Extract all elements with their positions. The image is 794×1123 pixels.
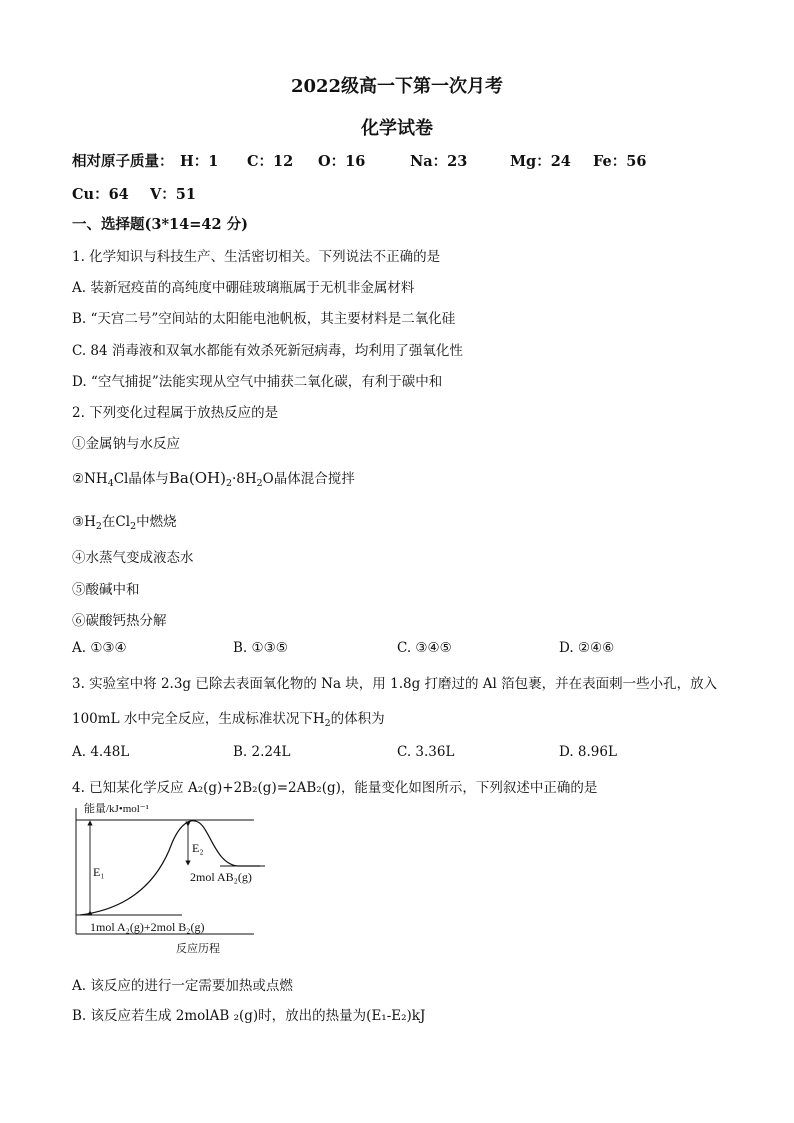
question-4-option-b: B. 该反应若生成 2molAB ₂(g)时，放出的热量为(E₁-E₂)kJ <box>72 1008 426 1024</box>
x-axis-label: 反应历程 <box>176 943 220 955</box>
question-2-item-3: $③H_2$在$Cl_2$中燃烧 <box>72 514 177 532</box>
question-1-option-b: B. “天宫二号”空间站的太阳能电池帆板，其主要材料是二氧化硅 <box>72 311 456 327</box>
atomic-mass-cu: Cu：64 <box>72 186 129 203</box>
exam-title: 2022级高一下第一次月考 <box>290 76 504 97</box>
atomic-mass-label: 相对原子质量： <box>72 153 174 170</box>
question-2-item-4: ④水蒸气变成液态水 <box>72 550 194 566</box>
question-4-option-a: A. 该反应的进行一定需要加热或点燃 <box>72 978 293 994</box>
energy-diagram <box>60 798 280 958</box>
e1-label: E₁ <box>93 865 105 879</box>
y-axis-label: 能量/kJ•mol⁻¹ <box>84 803 149 815</box>
question-2-item-1: ①金属钠与水反应 <box>72 436 180 452</box>
question-2-item-6: ⑥碳酸钙热分解 <box>72 613 167 629</box>
question-3-stem-line-2: 100mL 水中完全反应，生成标准状况下$H_2$的体积为 <box>72 711 385 729</box>
question-2-option-c: C. ③④⑤ <box>397 640 452 656</box>
question-2-option-a: A. ①③④ <box>72 640 127 656</box>
exam-subtitle: 化学试卷 <box>361 118 433 139</box>
question-3-option-d: D. 8.96L <box>559 744 617 760</box>
question-1-option-a: A. 装新冠疫苗的高纯度中硼硅玻璃瓶属于无机非金属材料 <box>72 280 415 296</box>
e2-label: E₂ <box>192 841 204 855</box>
question-1-option-c: C. 84 消毒液和双氧水都能有效杀死新冠病毒，均利用了强氧化性 <box>72 343 463 359</box>
reactant-label: 1mol A₂(g)+2mol B₂(g) <box>90 920 205 934</box>
question-3-option-b: B. 2.24L <box>233 744 291 760</box>
question-3-option-a: A. 4.48L <box>72 744 130 760</box>
atomic-mass-o: O：16 <box>318 153 366 170</box>
question-4-stem: 4. 已知某化学反应 A₂(g)+2B₂(g)=2AB₂(g)，能量变化如图所示，下列叙述中正确的是 <box>72 780 598 796</box>
question-2-option-d: D. ②④⑥ <box>559 640 615 656</box>
atomic-mass-na: Na：23 <box>410 153 468 170</box>
question-2-option-b: B. ①③⑤ <box>233 640 288 656</box>
atomic-mass-c: C：12 <box>247 153 294 170</box>
question-2-item-5: ⑤酸碱中和 <box>72 582 140 598</box>
question-1-stem: 1. 化学知识与科技生产、生活密切相关。下列说法不正确的是 <box>72 249 441 265</box>
product-label: 2mol AB₂(g) <box>190 870 252 884</box>
question-3-stem-line-1: 3. 实验室中将 2.3g 已除去表面氧化物的 Na 块，用 1.8g 打磨过的 Al 箔包裹，并在表面刺一些小孔，放入 <box>72 676 718 692</box>
atomic-mass-mg: Mg：24 <box>510 153 571 170</box>
atomic-mass-h: H：1 <box>180 153 219 170</box>
section-heading: 一、选择题(3*14=42 分) <box>72 216 248 233</box>
question-3-option-c: C. 3.36L <box>397 744 455 760</box>
question-2-item-2: $②NH_4Cl$晶体与$Ba(OH)_2\cdot 8H_2O$晶体混合搅拌 <box>72 469 355 489</box>
atomic-mass-fe: Fe：56 <box>593 153 647 170</box>
atomic-mass-v: V：51 <box>150 186 196 203</box>
reaction-curve <box>80 821 260 915</box>
question-1-option-d: D. “空气捕捉”法能实现从空气中捕获二氧化碳，有利于碳中和 <box>72 374 443 390</box>
question-2-stem: 2. 下列变化过程属于放热反应的是 <box>72 405 279 421</box>
